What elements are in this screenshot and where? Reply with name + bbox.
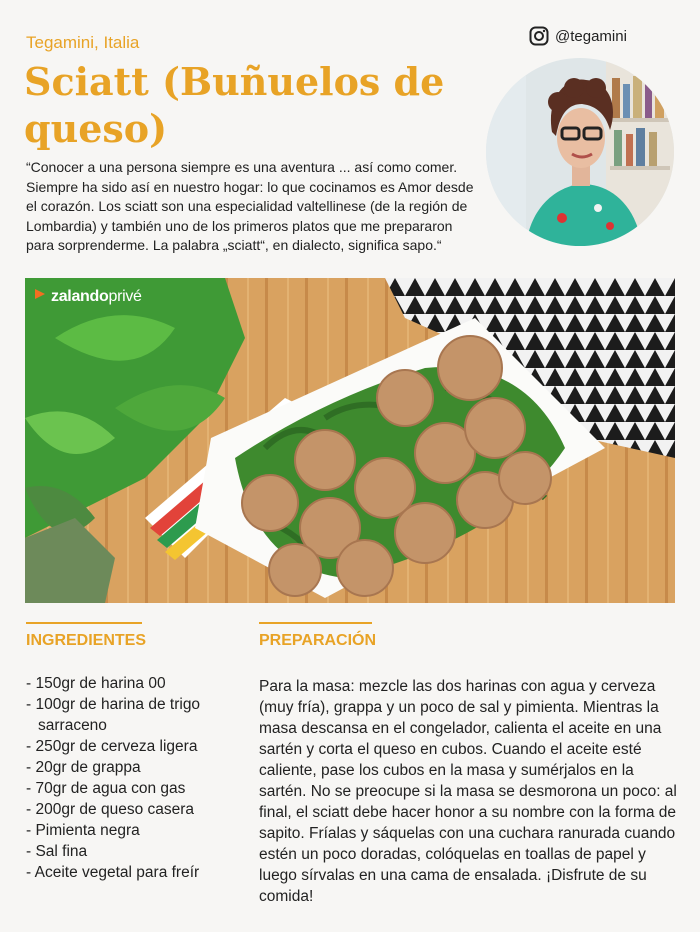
preparation-rule — [259, 622, 372, 624]
author-portrait — [486, 58, 674, 246]
preparation-text: Para la masa: mezcle las dos harinas con agua y cerveza (muy fría), grappa y un poco de sal y pimienta. Mientras la masa descansa en el congelador, calienta el aceite en una sartén y corta el queso en cubos. Cuando el aceite esté caliente, pase los cubos en la masa y sumérjalos en la sartén. No se preocupe si la masa se desmorona un poco: al final, el sciatt debe hacer honor a su nombre con la forma de sapito. Fríalas y sáquelas con una cuchara ranurada cuando estén un poco doradas, colóquelas en toallas de papel y luego sírvalas en una cama de ensalada. ¡Disfrute de su comida! — [259, 678, 677, 905]
brand-watermark — [33, 287, 142, 306]
instagram-handle-text: @tegamini — [555, 27, 627, 45]
ingredient-item: - 20gr de grappa — [26, 759, 141, 776]
ingredient-item: - Aceite vegetal para freír — [26, 864, 200, 881]
ingredient-item: - Sal fina — [26, 843, 88, 860]
ingredient-item: - 250gr de cerveza ligera — [26, 738, 198, 755]
dish-photo — [25, 278, 675, 603]
ingredient-item: - Pimienta negra — [26, 822, 140, 839]
brand-prefix: zalando — [51, 287, 109, 305]
ingredient-item: - 70gr de agua con gas — [26, 780, 186, 797]
ingredients-list — [26, 673, 241, 883]
author-location: Tegamini, Italia — [26, 33, 140, 52]
ingredient-item: - 200gr de queso casera — [26, 801, 195, 818]
brand-suffix: privé — [108, 287, 142, 305]
instagram-handle[interactable] — [529, 26, 627, 46]
zalando-logo-icon — [33, 287, 47, 306]
recipe-title: Sciatt (Buñuelos de queso) — [24, 59, 445, 151]
brand-name — [51, 288, 142, 306]
intro-quote: “Conocer a una persona siempre es una aventura ... así como comer. Siempre ha sido así en nuestro hogar: lo que cocinamos es Amor desde el corazón. Los sciatt son una especialidad valtellinese (de la región de Lombardia) y también uno de los primeros platos que me prepararon para sorprenderme. La palabra „sciatt“, en dialecto, significa sapo.“ — [26, 159, 474, 253]
ingredients-heading: INGREDIENTES — [26, 632, 147, 649]
ingredient-item: - 150gr de harina 00 — [26, 675, 166, 692]
instagram-icon — [529, 26, 549, 46]
preparation-heading: PREPARACIÓN — [259, 632, 377, 649]
ingredient-item: - 100gr de harina de trigo sarraceno — [26, 696, 201, 734]
ingredients-rule — [26, 622, 142, 624]
